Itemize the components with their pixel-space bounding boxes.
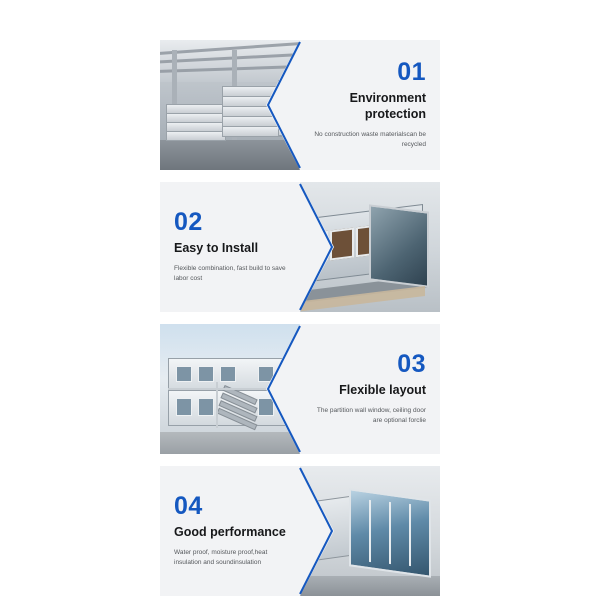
feature-row — [160, 40, 440, 170]
feature-number: 02 — [174, 208, 203, 237]
window — [176, 398, 192, 416]
feature-text-panel — [300, 40, 440, 170]
feature-title: Environment protection — [349, 91, 426, 121]
feature-description: Flexible combination, fast build to save labor cost — [174, 264, 286, 282]
window — [198, 366, 214, 382]
feature-title: Flexible layout — [339, 383, 426, 398]
feature-title: Good performance — [174, 525, 286, 540]
feature-number: 03 — [397, 350, 426, 379]
feature-number: 04 — [174, 492, 203, 521]
mullion — [369, 500, 371, 562]
mullion — [389, 502, 391, 564]
panel-stack — [166, 131, 226, 141]
feature-text-panel — [300, 324, 440, 454]
feature-row — [160, 324, 440, 454]
feature-title: Easy to Install — [174, 241, 259, 256]
feature-number: 01 — [397, 58, 426, 87]
feature-list — [160, 40, 440, 596]
feature-text-panel — [160, 182, 300, 312]
window — [220, 366, 236, 382]
feature-description: The partition wall window, ceiling door are optional forclie — [316, 406, 426, 424]
feature-description: Water proof, moisture proof,heat insulation and soundinsulation — [174, 548, 268, 566]
feature-description: No construction waste materialscan be recycled — [314, 130, 426, 148]
window — [176, 366, 192, 382]
glass-front — [369, 204, 429, 287]
feature-text-panel — [160, 466, 300, 596]
window — [330, 227, 354, 260]
mullion — [409, 504, 411, 566]
feature-row — [160, 182, 440, 312]
feature-row — [160, 466, 440, 596]
window — [198, 398, 214, 416]
window — [258, 398, 274, 416]
